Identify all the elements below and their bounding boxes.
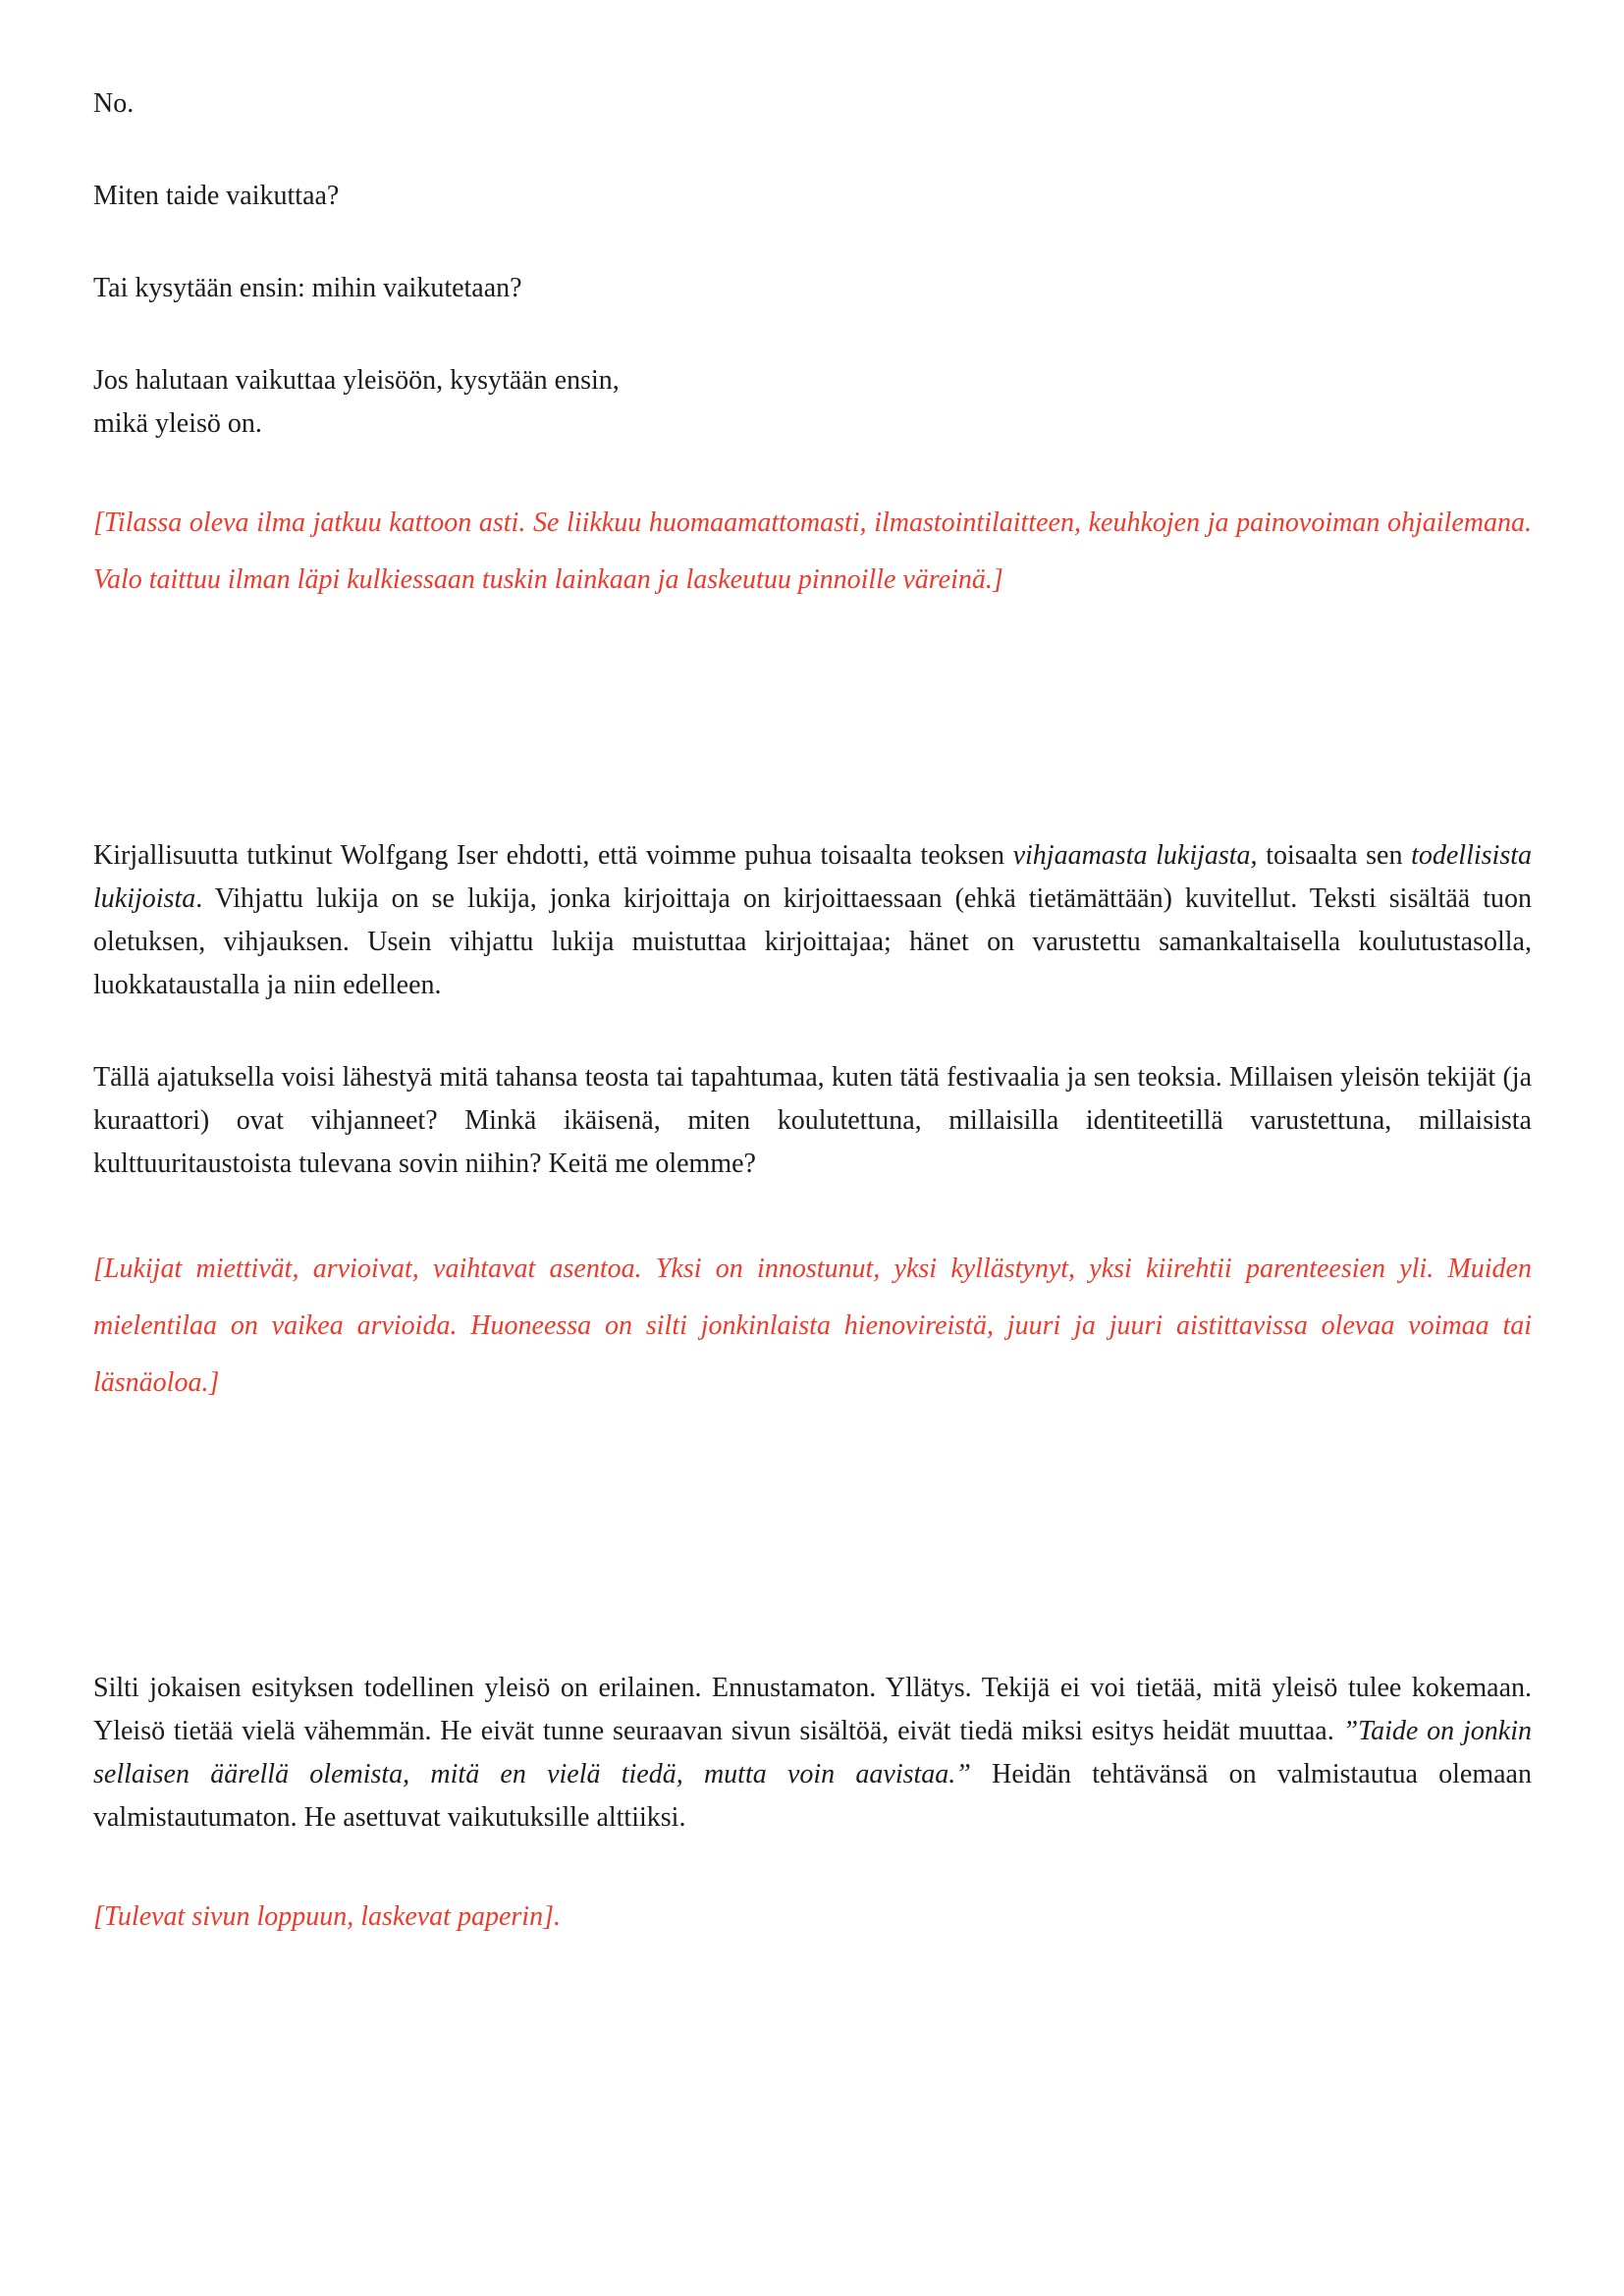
stage-direction-air [93, 495, 1532, 609]
paragraph-festival-audience [93, 1056, 1532, 1186]
intro-line-1: Jos halutaan vaikuttaa yleisöön, kysytään ensin, [93, 365, 620, 396]
iser-run-2: toisaalta sen [1257, 840, 1412, 871]
paragraph-wolfgang-iser [93, 834, 1532, 1007]
paragraph-intro-audience [93, 359, 1532, 446]
paragraph-no [93, 82, 1532, 126]
iser-real-readers-italic: todellisista lukijoista [93, 840, 1532, 914]
real-audience-run-2: Heidän tehtävänsä on valmistautua olemaan valmistautumaton. He asettuvat vaikutuksille alttiiksi. [93, 1759, 1532, 1833]
stage-direction-air-text: [Tilassa oleva ilma jatkuu kattoon asti. Se liikkuu huomaamattomasti, ilmastointilaitteen, keuhkojen ja painovoiman ohjailemana. Valo taittuu ilman läpi kulkiessaan tuskin lainkaan ja laskeutuu pinnoille väreinä.] [93, 507, 1532, 595]
stage-direction-readers-text: [Lukijat miettivät, arvioivat, vaihtavat asentoa. Yksi on innostunut, yksi kyllästynyt, yksi kiirehtii parenteesien yli. Muiden mielentilaa on vaikea arvioida. Huoneessa on silti jonkinlaista hienovireistä, juuri ja juuri aistittavissa olevaa voimaa tai läsnäoloa.] [93, 1254, 1532, 1398]
question-2-text: Tai kysytään ensin: mihin vaikutetaan? [93, 273, 522, 303]
iser-run-4: . Vihjattu lukija on se lukija, jonka kirjoittaja on kirjoittaessaan (ehkä tietämättään) kuvitellut. Teksti sisältää tuon oletuksen, vihjauksen. Usein vihjattu lukija muistuttaa kirjoittajaa; hänet on varustettu samankaltaisella koulutustasolla, luokkataustalla ja niin edelleen. [93, 883, 1532, 1000]
stage-direction-end-of-page [93, 1889, 1532, 1946]
question-1-text: Miten taide vaikuttaa? [93, 181, 340, 211]
art-quote-italic: ”Taide on jonkin sellaisen äärellä olemista, mitä en vielä tiedä, mutta voin aavistaa.” [93, 1716, 1532, 1789]
paragraph-no-text: No. [93, 88, 135, 119]
intro-line-2: mikä yleisö on. [93, 408, 262, 439]
paragraph-real-audience [93, 1667, 1532, 1840]
iser-implied-reader-italic: vihjaamasta lukijasta, [1012, 840, 1258, 871]
paragraph-question-what-is-affected [93, 267, 1532, 310]
iser-run-0: Kirjallisuutta tutkinut Wolfgang Iser ehdotti, että voimme puhua toisaalta teoksen [93, 840, 1013, 871]
paragraph-question-how-art-affects [93, 175, 1532, 218]
festival-audience-text: Tällä ajatuksella voisi lähestyä mitä tahansa teosta tai tapahtumaa, kuten tätä festivaalia ja sen teoksia. Millaisen yleisön tekijät (ja kuraattori) ovat vihjanneet? Minkä ikäisenä, miten koulutettuna, millaisilla identiteetillä varustettuna, millaisista kulttuuritaustoista tulevana sovin niihin? Keitä me olemme? [93, 1062, 1532, 1179]
stage-direction-readers [93, 1241, 1532, 1412]
stage-direction-end-of-page-text: [Tulevat sivun loppuun, laskevat paperin]. [93, 1901, 561, 1932]
real-audience-run-0: Silti jokaisen esityksen todellinen yleisö on erilainen. Ennustamaton. Yllätys. Tekijä ei voi tietää, mitä yleisö tulee kokemaan. Yleisö tietää vielä vähemmän. He eivät tunne seuraavan sivun sisältöä, eivät tiedä miksi esitys heidät muuttaa. [93, 1673, 1532, 1746]
